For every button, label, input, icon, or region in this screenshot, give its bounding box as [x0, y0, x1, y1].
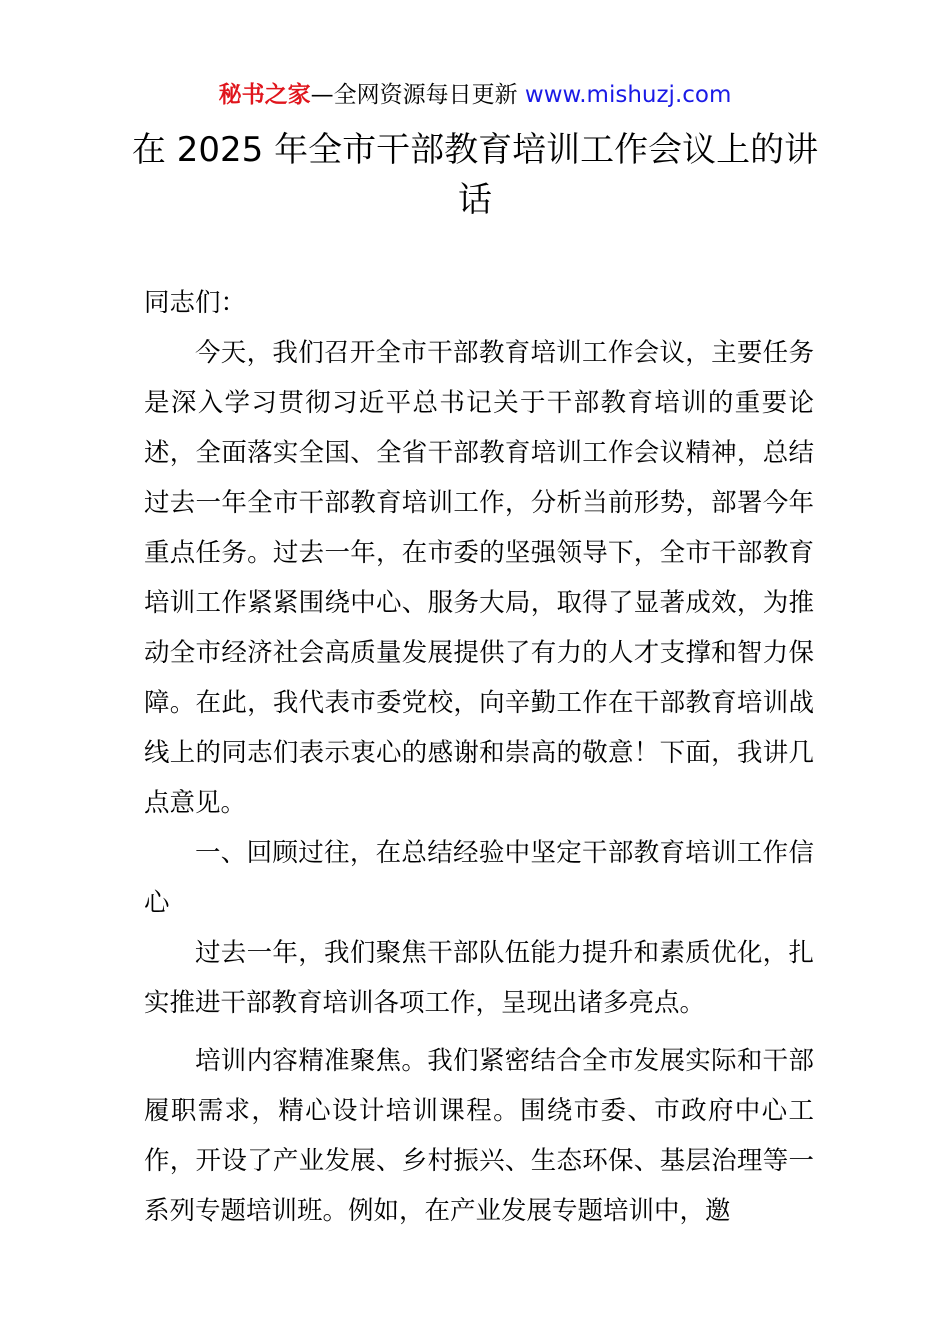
site-brand: 秘书之家: [218, 82, 311, 108]
site-tagline: —全网资源每日更新: [310, 82, 525, 108]
site-header: [0, 80, 950, 110]
paragraph-training-content: 培训内容精准聚焦。我们紧密结合全市发展实际和干部履职需求，精心设计培训课程。围绕市委、市政府中心工作，开设了产业发展、乡村振兴、生态环保、基层治理等一系列专题培训班。例如，在产业发展专题培训中，邀: [144, 1046, 814, 1226]
section-heading-1: 一、回顾过往，在总结经验中坚定干部教育培训工作信心: [144, 838, 814, 918]
paragraph-intro: 今天，我们召开全市干部教育培训工作会议，主要任务是深入学习贯彻习近平总书记关于干部教育培训的重要论述，全面落实全国、全省干部教育培训工作会议精神，总结过去一年全市干部教育培训工作，分析当前形势，部署今年重点任务。过去一年，在市委的坚强领导下，全市干部教育培训工作紧紧围绕中心、服务大局，取得了显著成效，为推动全市经济社会高质量发展提供了有力的人才支撑和智力保障。在此，我代表市委党校，向辛勤工作在干部教育培训战线上的同志们表示衷心的感谢和崇高的敬意！下面，我讲几点意见。: [144, 338, 814, 818]
salutation: 同志们：: [144, 288, 247, 318]
site-url-link[interactable]: www.mishuzj.com: [524, 82, 732, 108]
document-title: 在 2025 年全市干部教育培训工作会议上的讲话: [131, 130, 819, 220]
paragraph-review: 过去一年，我们聚焦干部队伍能力提升和素质优化，扎实推进干部教育培训各项工作，呈现出诸多亮点。: [144, 938, 814, 1018]
document-body: [144, 278, 814, 1236]
